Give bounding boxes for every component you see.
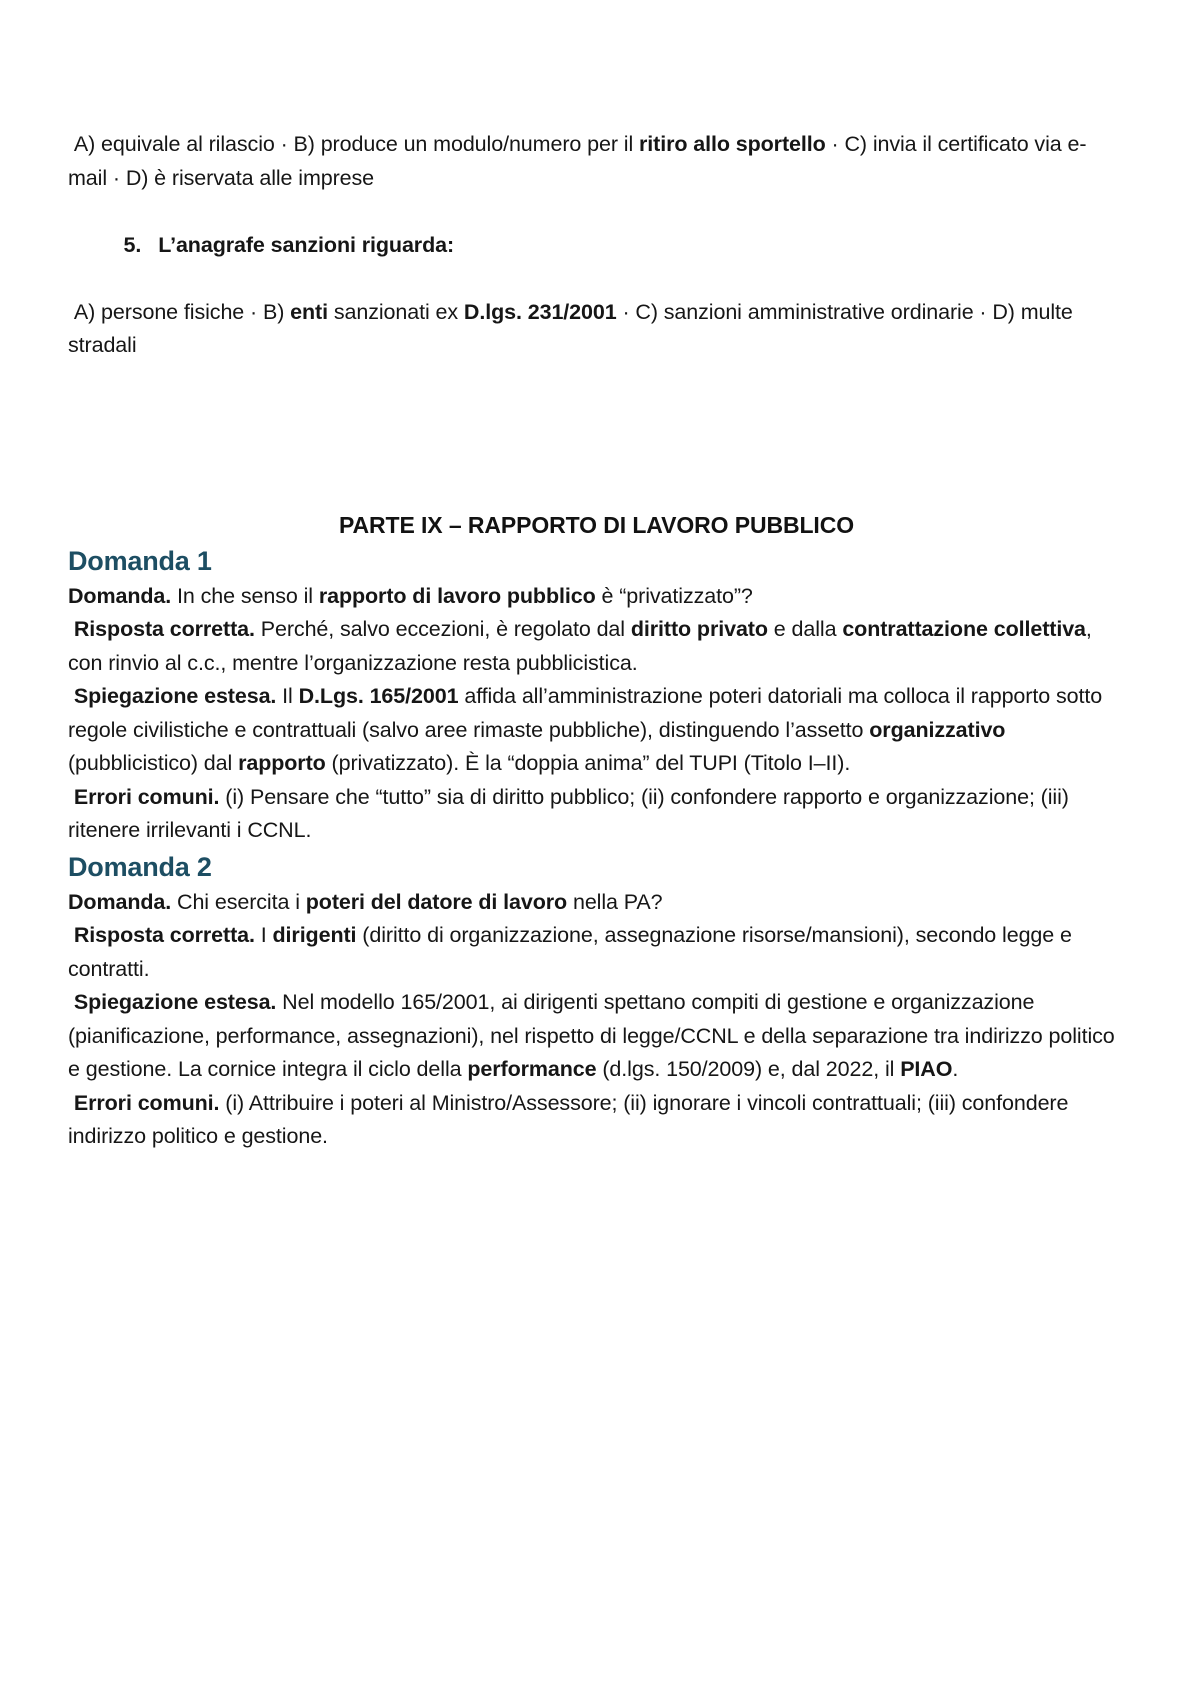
question-1-heading: Domanda 1 xyxy=(68,545,212,576)
question-2-domanda: Domanda. Chi esercita i poteri del datore di lavoro nella PA? xyxy=(68,889,663,914)
quiz-options-q4: A) equivale al rilascio · B) produce un modulo/numero per il ritiro allo sportello · C) invia il certificato via e-mail · D) è riservata alle imprese xyxy=(68,132,1087,190)
quiz-item-5-number: 5. xyxy=(123,232,142,257)
question-2-heading: Domanda 2 xyxy=(68,851,212,882)
question-2-spiegazione-estesa: Spiegazione estesa. Nel modello 165/2001, ai dirigenti spettano compiti di gestione e organizzazione (pianificazione, performance, assegnazioni), nel rispetto di legge/CCNL e della separazione tra indirizzo politico e gestione. La cornice integra il ciclo della performance (d.lgs. 150/2009) e, dal 2022, il PIAO. xyxy=(68,990,1121,1081)
quiz-item-5-label: L’anagrafe sanzioni riguarda: xyxy=(158,232,455,257)
question-2-errori-comuni: Errori comuni. (i) Attribuire i poteri al Ministro/Assessore; (ii) ignorare i vincoli contrattuali; (iii) confondere indirizzo politico e gestione. xyxy=(68,1090,1075,1148)
question-1-errori-comuni: Errori comuni. (i) Pensare che “tutto” sia di diritto pubblico; (ii) confondere rapporto e organizzazione; (iii) ritenere irrilevanti i CCNL. xyxy=(68,784,1075,842)
quiz-item-5 xyxy=(68,195,1125,296)
question-1-risposta-corretta: Risposta corretta. Perché, salvo eccezioni, è regolato dal diritto privato e dalla contrattazione collettiva, con rinvio al c.c., mentre l’organizzazione resta pubblicistica. xyxy=(68,617,1098,675)
question-1-domanda: Domanda. In che senso il rapporto di lavoro pubblico è “privatizzato”? xyxy=(68,583,753,608)
question-2-risposta-corretta: Risposta corretta. I dirigenti (diritto di organizzazione, assegnazione risorse/mansioni), secondo legge e contratti. xyxy=(68,923,1078,981)
quiz-options-q5: A) persone fisiche · B) enti sanzionati ex D.lgs. 231/2001 · C) sanzioni amministrative ordinarie · D) multe stradali xyxy=(68,299,1079,357)
part-title: PARTE IX – RAPPORTO DI LAVORO PUBBLICO xyxy=(338,511,855,538)
question-1-spiegazione-estesa: Spiegazione estesa. Il D.Lgs. 165/2001 affida all’amministrazione poteri datoriali ma colloca il rapporto sotto regole civilistiche e contrattuali (salvo aree rimaste pubbliche), distinguendo l’assetto organizzativo (pubblicistico) dal rapporto (privatizzato). È la “doppia anima” del TUPI (Titolo I–II). xyxy=(68,684,1108,775)
